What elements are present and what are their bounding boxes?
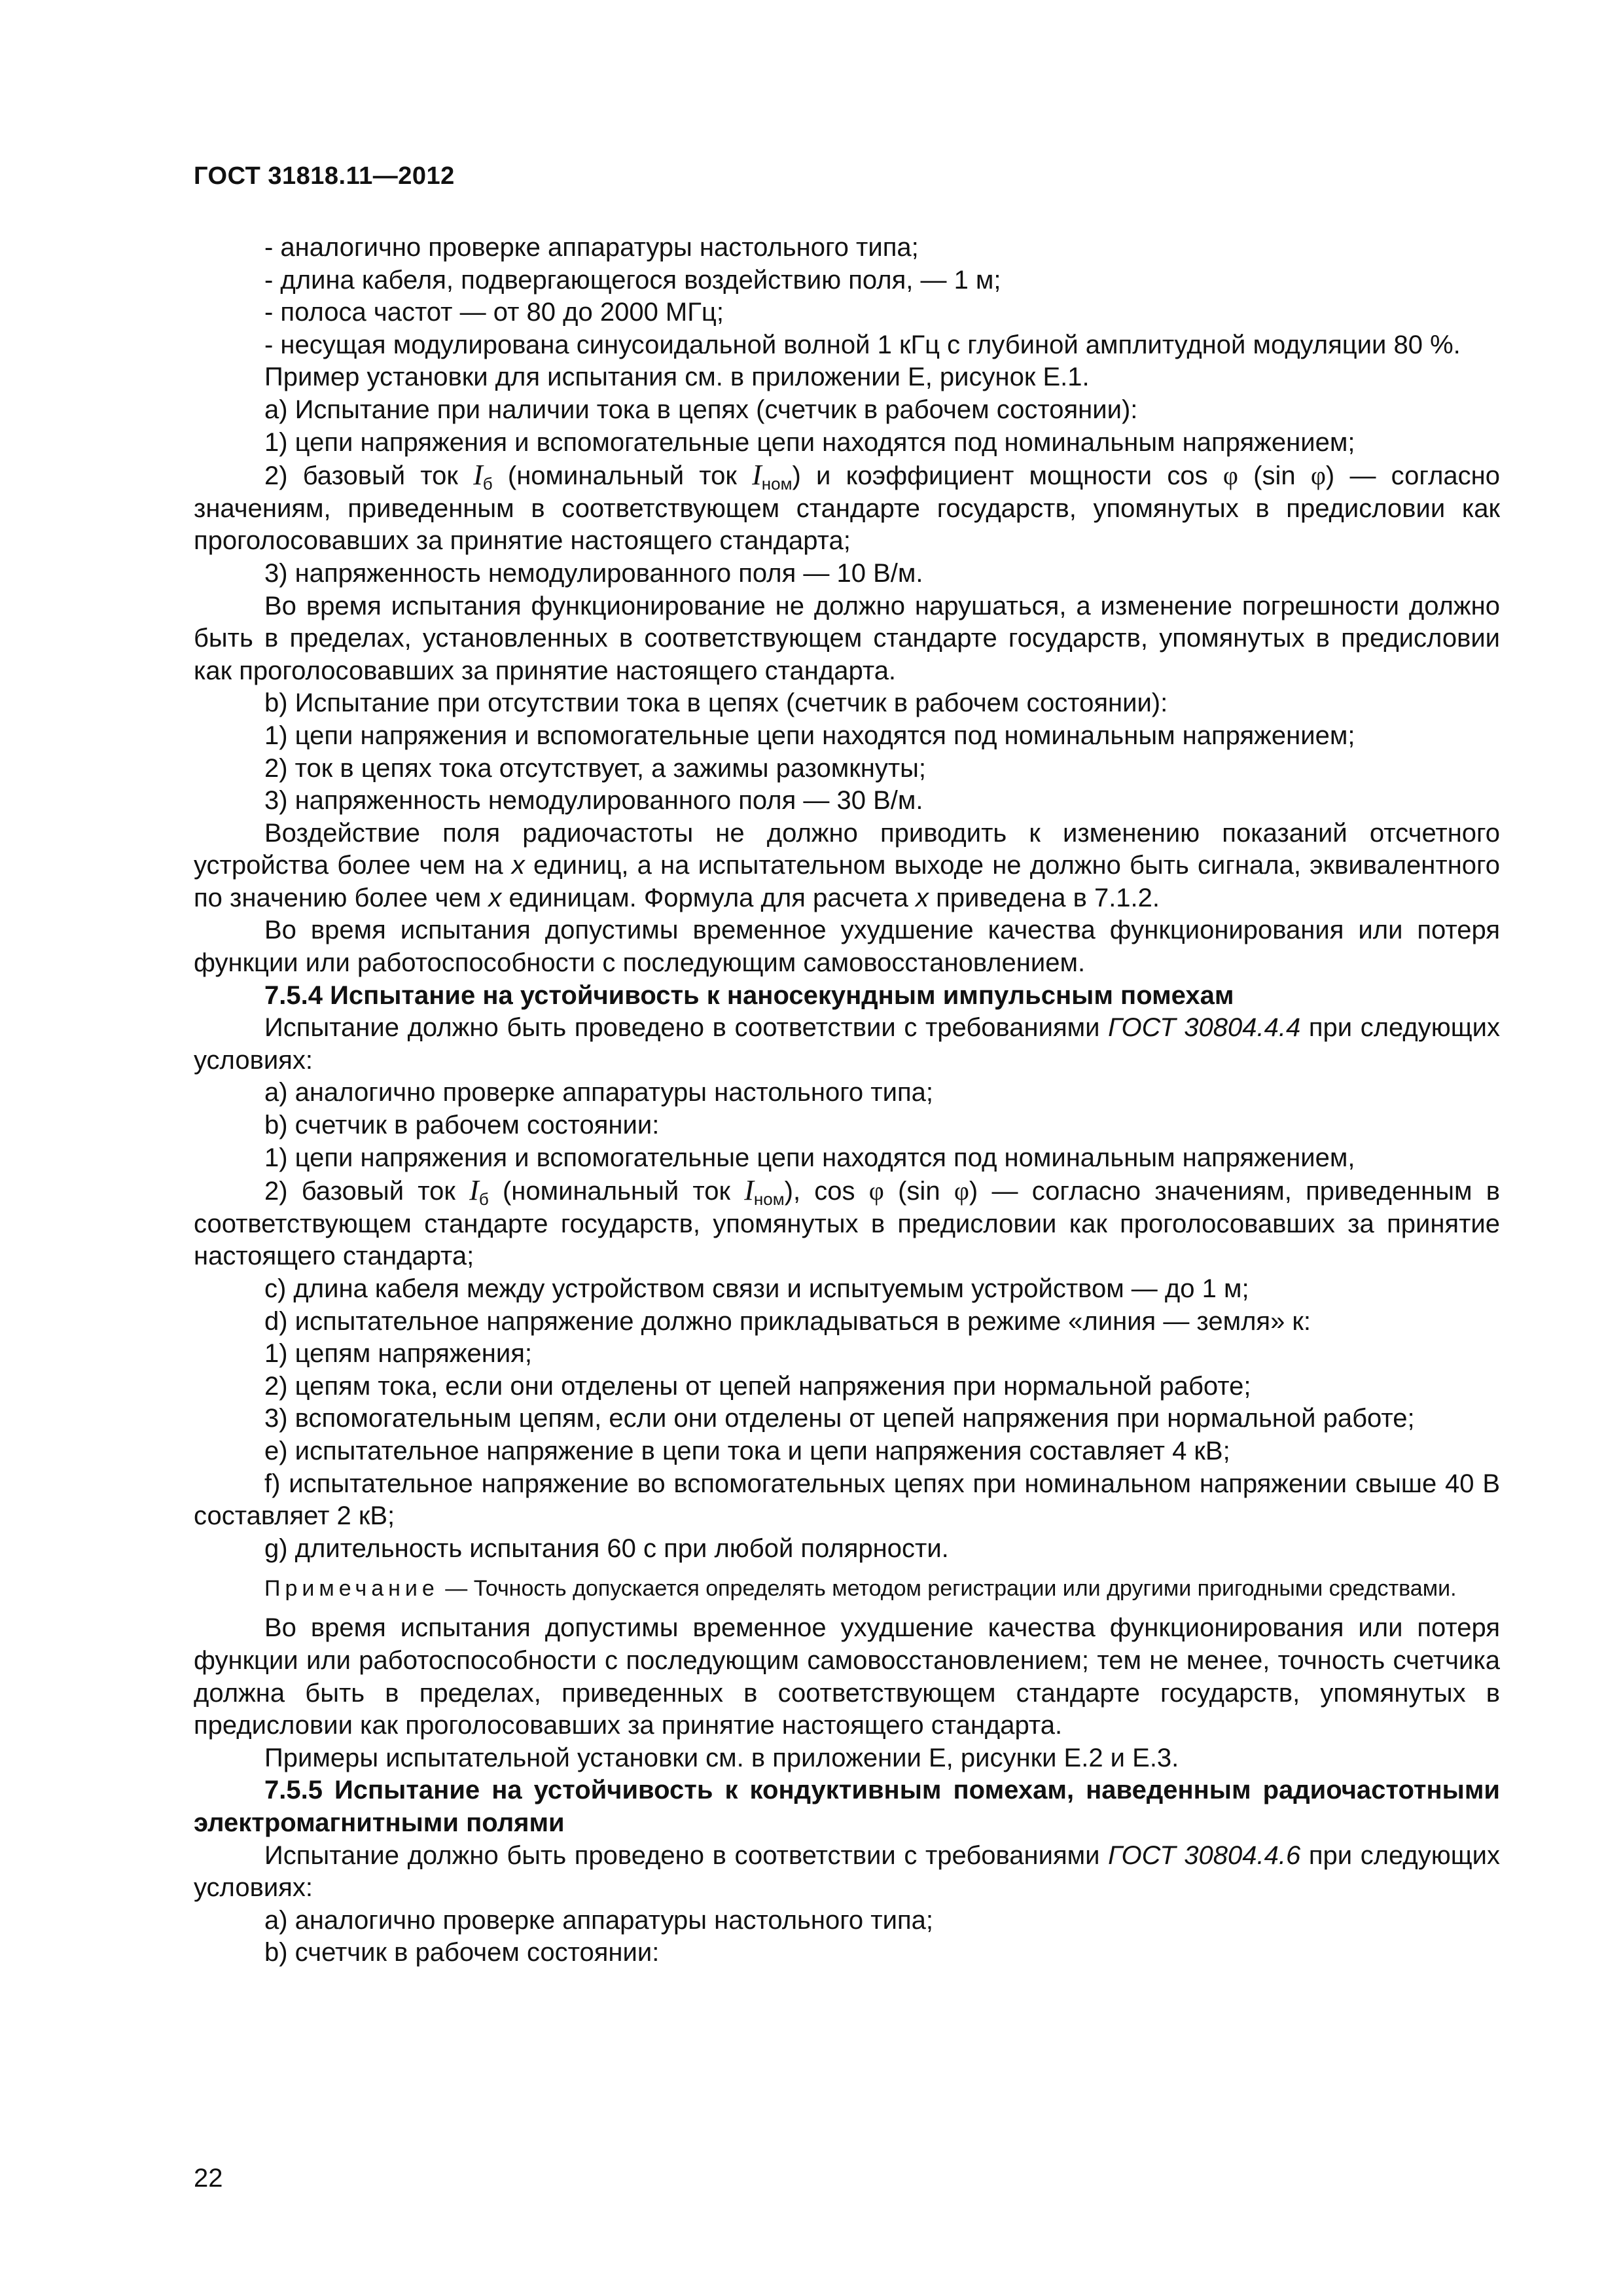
paragraph: Пример установки для испытания см. в приложении Е, рисунок Е.1. — [264, 363, 1090, 392]
list-item: b) Испытание при отсутствии тока в цепях (счетчик в рабочем состоянии): — [264, 689, 1168, 718]
list-item: - длина кабеля, подвергающегося воздействию поля, — 1 м; — [264, 265, 1001, 295]
list-item: 1) цепи напряжения и вспомогательные цепи находятся под номинальным напряжением; — [264, 427, 1355, 457]
paragraph: Испытание должно быть проведено в соответствии с требованиями ГОСТ 30804.4.4 при следующих условиях: — [194, 1013, 1500, 1075]
list-item-base-current: 2) базовый ток $I_б$ (номинальный ток $I_{ном}$), cos φ (sin φ) — согласно значениям, приведенным в соответствующем стандарте государств, упомянутых в предисловии как проголосовавших за принятие настоящего стандарта; — [194, 1174, 1501, 1271]
list-item: e) испытательное напряжение в цепи тока и цепи напряжения составляет 4 кВ; — [264, 1436, 1230, 1465]
list-item: b) счетчик в рабочем состоянии: — [264, 1111, 660, 1140]
paragraph: Примеры испытательной установки см. в приложении Е, рисунки Е.2 и Е.3. — [264, 1743, 1179, 1772]
list-item: d) испытательное напряжение должно прикладываться в режиме «линия — земля» к: — [264, 1306, 1311, 1336]
list-item: - аналогично проверке аппаратуры настольного типа; — [264, 233, 919, 262]
document-body — [194, 232, 1500, 1969]
list-item-base-current: 2) базовый ток $I_б$ (номинальный ток $I_{ном}$) и коэффициент мощности cos φ (sin φ) — согласно значениям, приведенным в соответствующем стандарте государств, упомянутых в предисловии как проголосовавших за принятие настоящего стандарта; — [194, 459, 1501, 556]
list-item: 3) вспомогательным цепям, если они отделены от цепей напряжения при нормальной работе; — [264, 1404, 1415, 1433]
list-item: 1) цепи напряжения и вспомогательные цепи находятся под номинальным напряжением; — [264, 721, 1355, 750]
list-item: 1) цепям напряжения; — [264, 1339, 532, 1369]
standard-reference: ГОСТ 30804.4.6 — [1108, 1840, 1301, 1870]
list-item: c) длина кабеля между устройством связи и испытуемым устройством — до 1 м; — [264, 1274, 1249, 1303]
note — [194, 1574, 1500, 1603]
list-item: - несущая модулирована синусоидальной волной 1 кГц с глубиной амплитудной модуляции 80 %. — [264, 330, 1461, 359]
list-item: a) аналогично проверке аппаратуры настольного типа; — [264, 1905, 933, 1935]
paragraph: Воздействие поля радиочастоты не должно приводить к изменению показаний отсчетного устройства более чем на x единиц, а на испытательном выходе не должно быть сигнала, эквивалентного по значению более чем x единицам. Формула для расчета x приведена в 7.1.2. — [194, 818, 1500, 912]
list-item: 1) цепи напряжения и вспомогательные цепи находятся под номинальным напряжением, — [264, 1143, 1355, 1172]
note-label: Примечание — [264, 1576, 439, 1602]
list-item: 2) цепям тока, если они отделены от цепей напряжения при нормальной работе; — [264, 1371, 1251, 1401]
section-heading: 7.5.4 Испытание на устойчивость к наносекундным импульсным помехам — [264, 980, 1234, 1010]
section-heading: 7.5.5 Испытание на устойчивость к кондуктивным помехам, наведенным радиочастотными электромагнитными полями — [194, 1776, 1500, 1837]
list-item: 3) напряженность немодулированного поля — 10 В/м. — [264, 558, 923, 588]
list-item: b) счетчик в рабочем состоянии: — [264, 1938, 660, 1967]
list-item: 2) ток в цепях тока отсутствует, а зажимы разомкнуты; — [264, 753, 927, 783]
page-number: 22 — [194, 2164, 223, 2193]
paragraph: Во время испытания функционирование не должно нарушаться, а изменение погрешности должно быть в пределах, установленных в соответствующем стандарте государств, упомянутых в предисловии как проголосовавших за принятие настоящего стандарта. — [194, 591, 1500, 685]
paragraph: Испытание должно быть проведено в соответствии с требованиями ГОСТ 30804.4.6 при следующих условиях: — [194, 1840, 1500, 1903]
document-code-header: ГОСТ 31818.11—2012 — [194, 162, 455, 190]
paragraph: Во время испытания допустимы временное ухудшение качества функционирования или потеря функции или работоспособности с последующим самовосстановлением. — [194, 916, 1500, 978]
list-item: g) длительность испытания 60 с при любой полярности. — [264, 1534, 949, 1563]
list-item: 3) напряженность немодулированного поля — 30 В/м. — [264, 786, 923, 816]
paragraph: Во время испытания допустимы временное ухудшение качества функционирования или потеря функции или работоспособности с последующим самовосстановлением; тем не менее, точность счетчика должна быть в пределах, приведенных в соответствующем стандарте государств, упомянутых в предисловии как проголосовавших за принятие настоящего стандарта. — [194, 1613, 1500, 1740]
list-item: f) испытательное напряжение во вспомогательных цепях при номинальном напряжении свыше 40 В составляет 2 кВ; — [194, 1469, 1500, 1531]
standard-reference: ГОСТ 30804.4.4 — [1108, 1013, 1301, 1043]
list-item: a) аналогично проверке аппаратуры настольного типа; — [264, 1078, 933, 1107]
list-item: - полоса частот — от 80 до 2000 МГц; — [264, 298, 724, 327]
note-text: — Точность допускается определять методом регистрации или другими пригодными средствами. — [438, 1576, 1457, 1602]
list-item: a) Испытание при наличии тока в цепях (счетчик в рабочем состоянии): — [264, 395, 1138, 424]
